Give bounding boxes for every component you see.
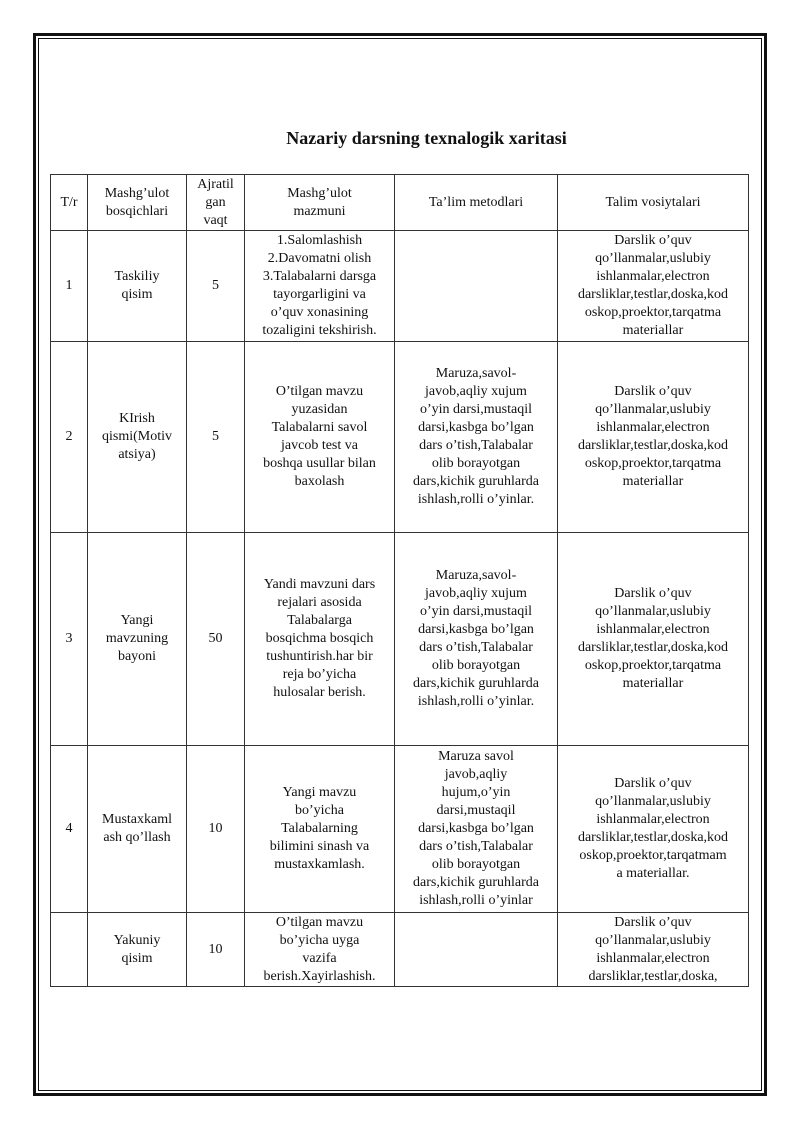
cell-number: 2 [51,342,88,533]
header-stages: Mashg’ulot bosqichlari [88,175,187,231]
cell-content: O’tilgan mavzu yuzasidan Talabalarni savol javcob test va boshqa usullar bilan baxolash [245,342,395,533]
cell-content: 1.Salomlashish 2.Davomatni olish 3.Talabalarni darsga tayorgarligini va o’quv xonasining tozaligini tekshirish. [245,231,395,342]
cell-methods [395,913,558,987]
header-content: Mashg’ulot mazmuni [245,175,395,231]
cell-time: 5 [187,342,245,533]
cell-number [51,913,88,987]
table-row [51,533,749,746]
cell-methods [395,231,558,342]
cell-stage: KIrish qismi(Motiv atsiya) [88,342,187,533]
table-row [51,231,749,342]
cell-stage: Taskiliy qisim [88,231,187,342]
cell-stage: Mustaxkaml ash qo’llash [88,746,187,913]
header-tools: Talim vosiytalari [558,175,749,231]
table-row [51,913,749,987]
cell-content: O’tilgan mavzu bo’yicha uyga vazifa berish.Xayirlashish. [245,913,395,987]
cell-tools: Darslik o’quv qo’llanmalar,uslubiy ishlanmalar,electron darsliklar,testlar,doska,kod oskop,proektor,tarqatma materiallar [558,231,749,342]
cell-tools: Darslik o’quv qo’llanmalar,uslubiy ishlanmalar,electron darsliklar,testlar,doska,kod oskop,proektor,tarqatma materiallar [558,533,749,746]
cell-methods: Maruza,savol- javob,aqliy xujum o’yin darsi,mustaqil darsi,kasbga bo’lgan dars o’tish,Talabalar olib borayotgan dars,kichik guruhlarda ishlash,rolli o’yinlar. [395,533,558,746]
header-number: T/r [51,175,88,231]
cell-time: 50 [187,533,245,746]
cell-tools: Darslik o’quv qo’llanmalar,uslubiy ishlanmalar,electron darsliklar,testlar,doska,kod oskop,proektor,tarqatma materiallar [558,342,749,533]
cell-stage: Yangi mavzuning bayoni [88,533,187,746]
cell-time: 10 [187,913,245,987]
cell-methods: Maruza,savol- javob,aqliy xujum o’yin darsi,mustaqil darsi,kasbga bo’lgan dars o’tish,Talabalar olib borayotgan dars,kichik guruhlarda ishlash,rolli o’yinlar. [395,342,558,533]
technology-map-table [50,174,749,987]
table-row [51,342,749,533]
header-methods: Ta’lim metodlari [395,175,558,231]
cell-tools: Darslik o’quv qo’llanmalar,uslubiy ishlanmalar,electron darsliklar,testlar,doska,kod oskop,proektor,tarqatmam a materiallar. [558,746,749,913]
cell-content: Yandi mavzuni dars rejalari asosida Talabalarga bosqichma bosqich tushuntirish.har bir reja bo’yicha hulosalar berish. [245,533,395,746]
document-title: Nazariy darsning texnalogik xaritasi [286,128,567,148]
table-row [51,746,749,913]
header-time: Ajratil gan vaqt [187,175,245,231]
cell-number: 3 [51,533,88,746]
table-header-row [51,175,749,231]
cell-stage: Yakuniy qisim [88,913,187,987]
cell-methods: Maruza savol javob,aqliy hujum,o’yin darsi,mustaqil darsi,kasbga bo’lgan dars o’tish,Talabalar olib borayotgan dars,kichik guruhlarda ishlash,rolli o’yinlar [395,746,558,913]
cell-number: 4 [51,746,88,913]
cell-time: 10 [187,746,245,913]
cell-number: 1 [51,231,88,342]
cell-content: Yangi mavzu bo’yicha Talabalarning bilimini sinash va mustaxkamlash. [245,746,395,913]
cell-time: 5 [187,231,245,342]
cell-tools: Darslik o’quv qo’llanmalar,uslubiy ishlanmalar,electron darsliklar,testlar,doska, [558,913,749,987]
